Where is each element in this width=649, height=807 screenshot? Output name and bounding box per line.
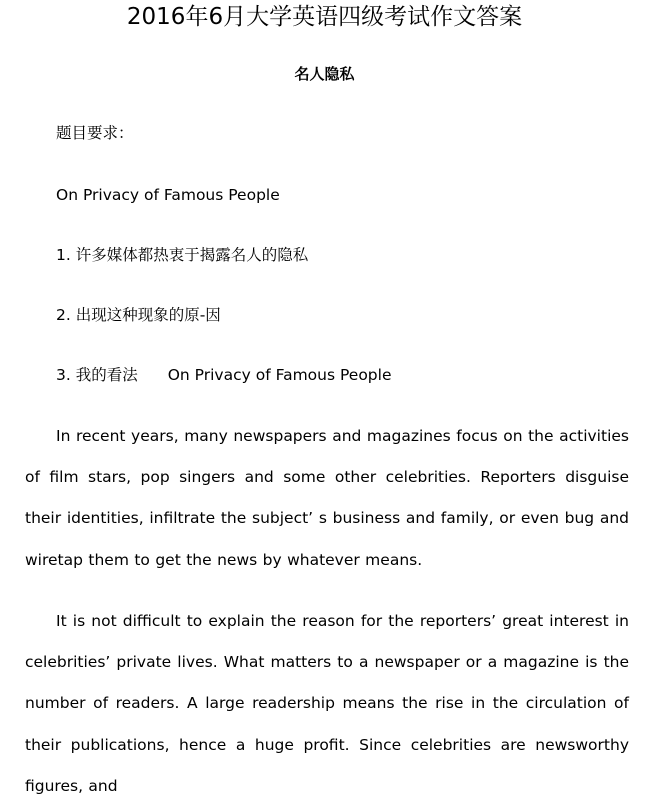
essay-paragraph-2: It is not difficult to explain the reason for the reporters’ great interest in celebrities’ private lives. What matters to a newspaper or a magazine is the number of readers. A large readership means the rise in the circulation of their publications, hence a huge profit. Since celebrities are newsworthy figures, and	[25, 612, 629, 795]
requirement-item-1: 1. 许多媒体都热衷于揭露名人的隐私	[56, 246, 309, 264]
requirement-item-3-topic: On Privacy of Famous People	[167, 366, 392, 384]
requirement-item-2: 2. 出现这种现象的原-因	[56, 306, 221, 324]
requirements-heading: 题目要求：	[56, 124, 134, 142]
document-title: 2016年6月大学英语四级考试作文答案	[126, 4, 523, 30]
document-subtitle: 名人隐私	[294, 65, 355, 83]
essay-topic: On Privacy of Famous People	[56, 186, 280, 204]
requirement-item-3-text: 3. 我的看法	[56, 366, 138, 384]
essay-paragraph-1: In recent years, many newspapers and magazines focus on the activities of film stars, pop singers and some other celebrities. Reporters disguise their identities, infiltrate the subject’ s business and family, or even bug and wiretap them to get the news by whatever means.	[25, 427, 629, 569]
